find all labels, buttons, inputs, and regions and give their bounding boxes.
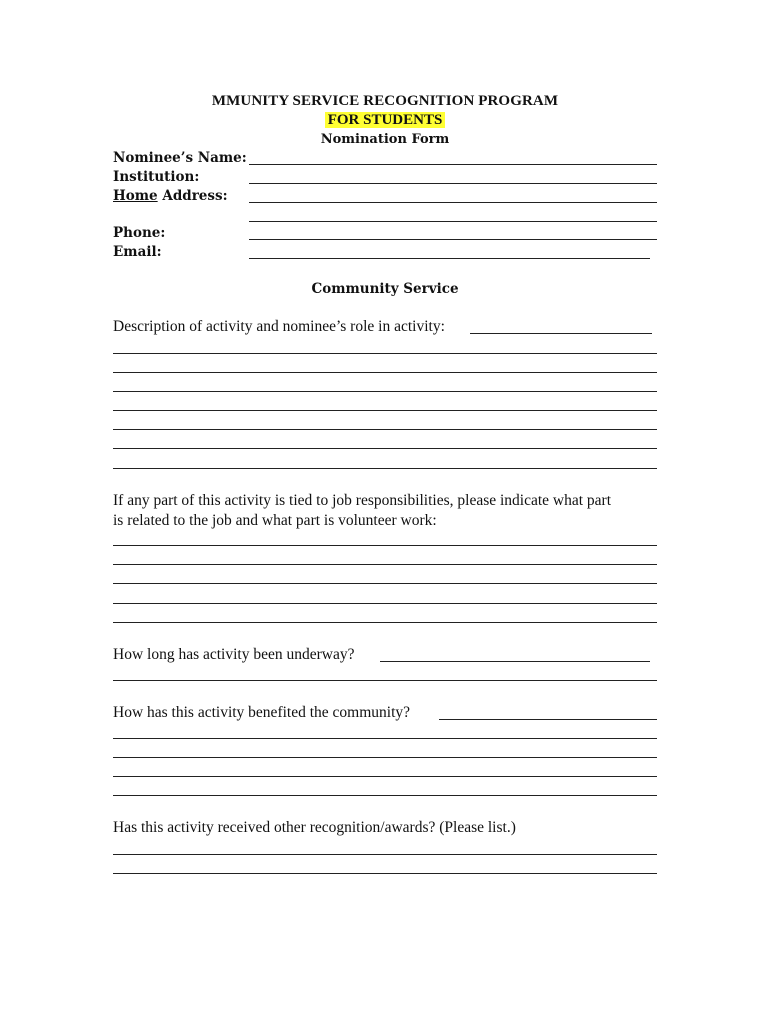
benefit-answer-line[interactable] (113, 776, 657, 777)
benefit-answer-line[interactable] (113, 738, 657, 739)
benefit-question: How has this activity benefited the community? (113, 704, 411, 721)
description-line[interactable] (113, 353, 657, 354)
home-address-field-line-2[interactable] (249, 221, 657, 222)
recognition-question: Has this activity received other recognition/awards? (Please list.) (113, 819, 516, 836)
program-title: MMUNITY SERVICE RECOGNITION PROGRAM (211, 93, 559, 109)
home-underlined: Home (113, 188, 158, 204)
description-line[interactable] (113, 429, 657, 430)
institution-label: Institution: (113, 169, 200, 185)
form-name: Nomination Form (320, 132, 450, 147)
benefit-inline-field[interactable] (439, 719, 657, 720)
job-question-line-1: If any part of this activity is tied to job responsibilities, please indicate what part (113, 492, 612, 509)
job-answer-line[interactable] (113, 564, 657, 565)
benefit-answer-line[interactable] (113, 757, 657, 758)
email-label: Email: (113, 244, 162, 260)
duration-answer-line[interactable] (113, 680, 657, 681)
description-line[interactable] (113, 391, 657, 392)
description-question: Description of activity and nominee’s role in activity: (113, 318, 445, 335)
job-question-line-2: is related to the job and what part is volunteer work: (113, 512, 437, 529)
duration-question: How long has activity been underway? (113, 646, 355, 663)
duration-inline-field[interactable] (380, 661, 650, 662)
description-line[interactable] (113, 468, 657, 469)
institution-field[interactable] (249, 183, 657, 184)
description-inline-field[interactable] (470, 333, 652, 334)
job-answer-line[interactable] (113, 622, 657, 623)
job-answer-line[interactable] (113, 603, 657, 604)
section-title: Community Service (311, 281, 459, 297)
job-answer-line[interactable] (113, 545, 657, 546)
phone-field[interactable] (249, 239, 657, 240)
recognition-answer-line[interactable] (113, 854, 657, 855)
program-subtitle (0, 112, 770, 129)
description-line[interactable] (113, 448, 657, 449)
phone-label: Phone: (113, 225, 166, 241)
job-answer-line[interactable] (113, 583, 657, 584)
description-line[interactable] (113, 372, 657, 373)
address-text: Address: (157, 188, 228, 204)
nominee-name-label: Nominee’s Name: (113, 150, 247, 166)
benefit-answer-line[interactable] (113, 795, 657, 796)
home-address-label (113, 188, 228, 204)
email-field[interactable] (249, 258, 650, 259)
nominee-name-field[interactable] (249, 164, 657, 165)
highlighted-subtitle: FOR STUDENTS (325, 112, 446, 128)
recognition-answer-line[interactable] (113, 873, 657, 874)
home-address-field-line-1[interactable] (249, 202, 657, 203)
description-line[interactable] (113, 410, 657, 411)
